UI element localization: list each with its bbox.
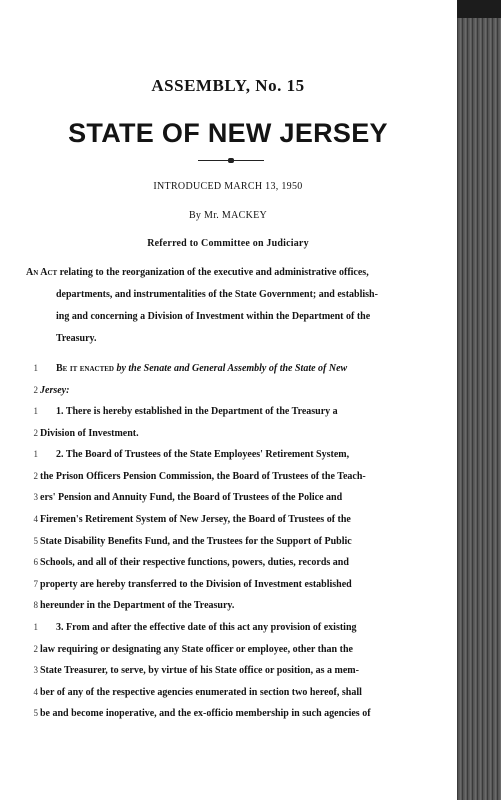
line-text: Firemen's Retirement System of New Jersey, the Board of Trustees of the [40,514,351,525]
bill-line [0,536,456,550]
line-number: 7 [33,579,38,589]
line-text: Division of Investment. [40,428,139,439]
line-text: 1. There is hereby established in the Department of the Treasury a [56,406,338,417]
line-number: 2 [33,428,38,438]
line-number: 1 [33,449,38,459]
committee-referral: Referred to Committee on Judiciary [147,238,309,249]
book-page-edge-top [457,0,501,18]
line-number: 3 [33,665,38,675]
enacting-text: by the Senate and General Assembly of the State of New [116,363,348,374]
line-number: 1 [33,622,38,632]
bill-line [0,644,456,658]
line-text: Schools, and all of their respective functions, powers, duties, records and [40,557,349,568]
state-title: STATE OF NEW JERSEY [68,118,388,148]
act-title-line-4: Treasury. [56,333,97,344]
bill-line [0,492,456,506]
act-title-line-1: relating to the reorganization of the executive and administrative offices, [59,267,369,278]
line-number: 5 [33,708,38,718]
act-title-line-3: ing and concerning a Division of Investment within the Department of the [56,311,371,322]
line-text: law requiring or designating any State officer or employee, other than the [40,644,353,655]
assembly-number: ASSEMBLY, No. 15 [151,76,305,95]
sponsor-byline: By Mr. MACKEY [188,210,268,221]
line-number: 4 [33,514,38,524]
enacting-cont-text: Jersey: [40,385,70,396]
line-number: 2 [33,471,38,481]
line-text: ers' Pension and Annuity Fund, the Board of Trustees of the Police and [40,492,343,503]
bill-line [0,622,456,636]
line-number: 8 [33,600,38,610]
bill-line [0,428,456,442]
bill-line [0,449,456,463]
bill-line [0,579,456,593]
bill-line [0,471,456,485]
bill-line [0,708,456,722]
line-text: ber of any of the respective agencies enumerated in section two hereof, shall [40,687,362,698]
line-text: 3. From and after the effective date of this act any provision of existing [56,622,357,633]
bill-line [0,600,456,614]
bill-line [0,406,456,420]
line-text: property are hereby transferred to the Division of Investment established [40,579,352,590]
line-number: 1 [33,406,38,416]
act-title-lead: An Act [26,267,58,278]
line-text: hereunder in the Department of the Treasury. [40,600,235,611]
line-number: 4 [33,687,38,697]
line-text: the Prison Officers Pension Commission, the Board of Trustees of the Teach- [40,471,366,482]
book-page-edge [457,0,501,800]
line-number: 2 [33,644,38,654]
bill-line [0,687,456,701]
line-number: 5 [33,536,38,546]
ornament-divider [198,158,264,163]
introduced-date: INTRODUCED MARCH 13, 1950 [153,181,303,192]
line-text: State Treasurer, to serve, by virtue of his State office or position, as a mem- [40,665,359,676]
line-number: 3 [33,492,38,502]
act-title-line-2: departments, and instrumentalities of the State Government; and establish- [56,289,378,300]
enacting-clause-cont: 2 Jersey: [33,385,70,396]
bill-line [0,514,456,528]
line-text: State Disability Benefits Fund, and the Trustees for the Support of Public [40,536,352,547]
enacting-clause: 1 Be it enacted by the Senate and General Assembly of the State of New [33,363,348,374]
bill-line [0,557,456,571]
line-number: 6 [33,557,38,567]
line-text: 2. The Board of Trustees of the State Employees' Retirement System, [56,449,350,460]
enacting-lead: Be it enacted [56,363,114,374]
bill-line [0,665,456,679]
line-text: be and become inoperative, and the ex-officio membership in such agencies of [40,708,371,719]
